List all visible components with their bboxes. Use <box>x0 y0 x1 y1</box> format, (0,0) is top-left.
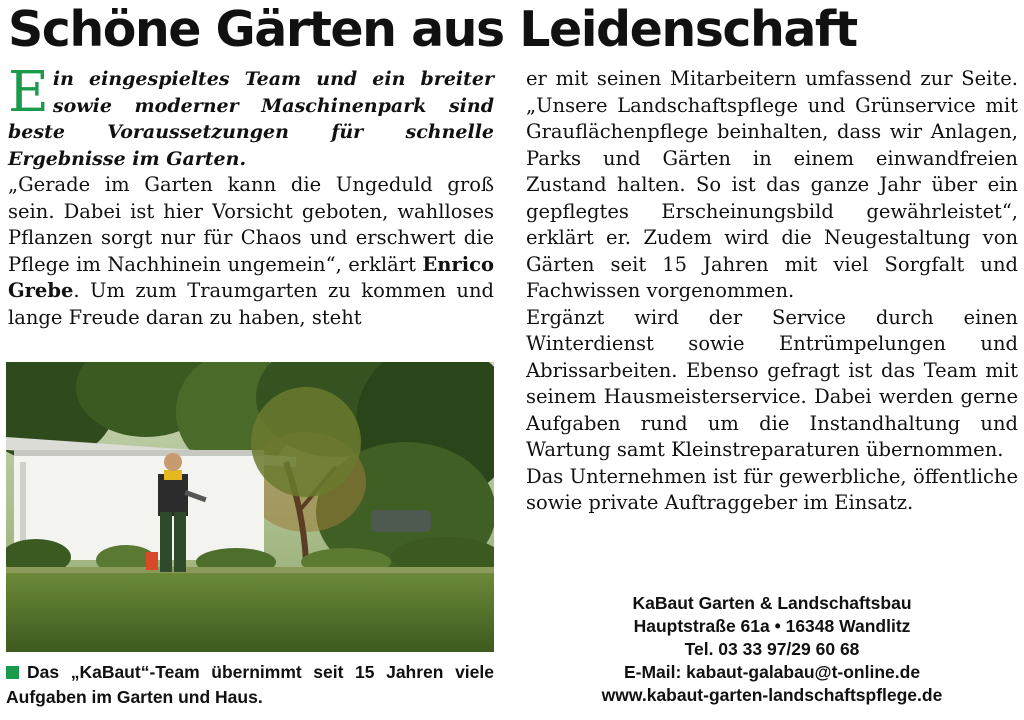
company-website: www.kabaut-garten-landschaftspflege.de <box>601 685 943 705</box>
body-paragraph: er mit seinen Mitarbeitern umfassend zur Seite. „Unsere Landschaftspflege und Grünservice mit Grauflächenpflege beinhalten, dass wir Anlagen, Parks und Gärten in einem einwandfreien Zustand halten. So ist das ganze Jahr über ein gepflegtes Erscheinungsbild gewährleistet“, erklärt er. Zudem wird die Neugestaltung von Gärten seit 15 Jahren mit viel Sorgfalt und Fachwissen vorgenommen. <box>526 67 1018 302</box>
garden-scene-illustration <box>6 362 494 652</box>
photo-caption <box>6 660 494 710</box>
intro-text: in eingespieltes Team und ein breiter sowie moderner Maschinenpark sind beste Voraussetzungen für schnelle Ergebnisse im Garten. <box>8 68 494 170</box>
garden-photo <box>6 362 494 652</box>
body-paragraph <box>8 172 494 331</box>
headline: Schöne Gärten aus Leidenschaft <box>8 1 857 58</box>
right-column <box>526 66 1018 517</box>
company-phone: Tel. 03 33 97/29 60 68 <box>684 639 860 659</box>
body-paragraph: Ergänzt wird der Service durch einen Winterdienst sowie Entrümpelungen und Abrissarbeiten. Ebenso gefragt ist das Team mit seinem Hausmeisterservice. Dabei werden gerne Aufgaben rund um die Instandhaltung und Wartung samt Kleinstreparaturen übernommen. <box>526 305 1018 461</box>
caption-text: Das „KaBaut“-Team übernimmt seit 15 Jahren viele Aufgaben im Garten und Haus. <box>6 662 494 707</box>
contact-block <box>526 592 1018 707</box>
green-square-icon <box>6 666 19 679</box>
paragraph-text: „Gerade im Garten kann die Ungeduld groß sein. Dabei ist hier Vorsicht geboten, wahlloses Pflanzen sorgt nur für Chaos und erschwert die Pflege im Nachhinein ungemein“, erklärt <box>8 173 494 276</box>
company-address: Hauptstraße 61a • 16348 Wandlitz <box>633 616 911 636</box>
body-paragraph: Das Unternehmen ist für gewerbliche, öffentliche sowie private Auftraggeber im Einsatz. <box>526 464 1018 514</box>
person-name: Enrico Grebe <box>8 252 494 302</box>
company-email: E-Mail: kabaut-galabau@t-online.de <box>623 662 921 682</box>
drop-cap: E <box>8 60 49 125</box>
left-column <box>8 60 494 331</box>
paragraph-text: . Um zum Traumgarten zu kommen und lange Freude daran zu haben, steht <box>8 279 494 329</box>
company-name: KaBaut Garten & Landschaftsbau <box>632 593 912 613</box>
intro-paragraph <box>8 60 494 172</box>
